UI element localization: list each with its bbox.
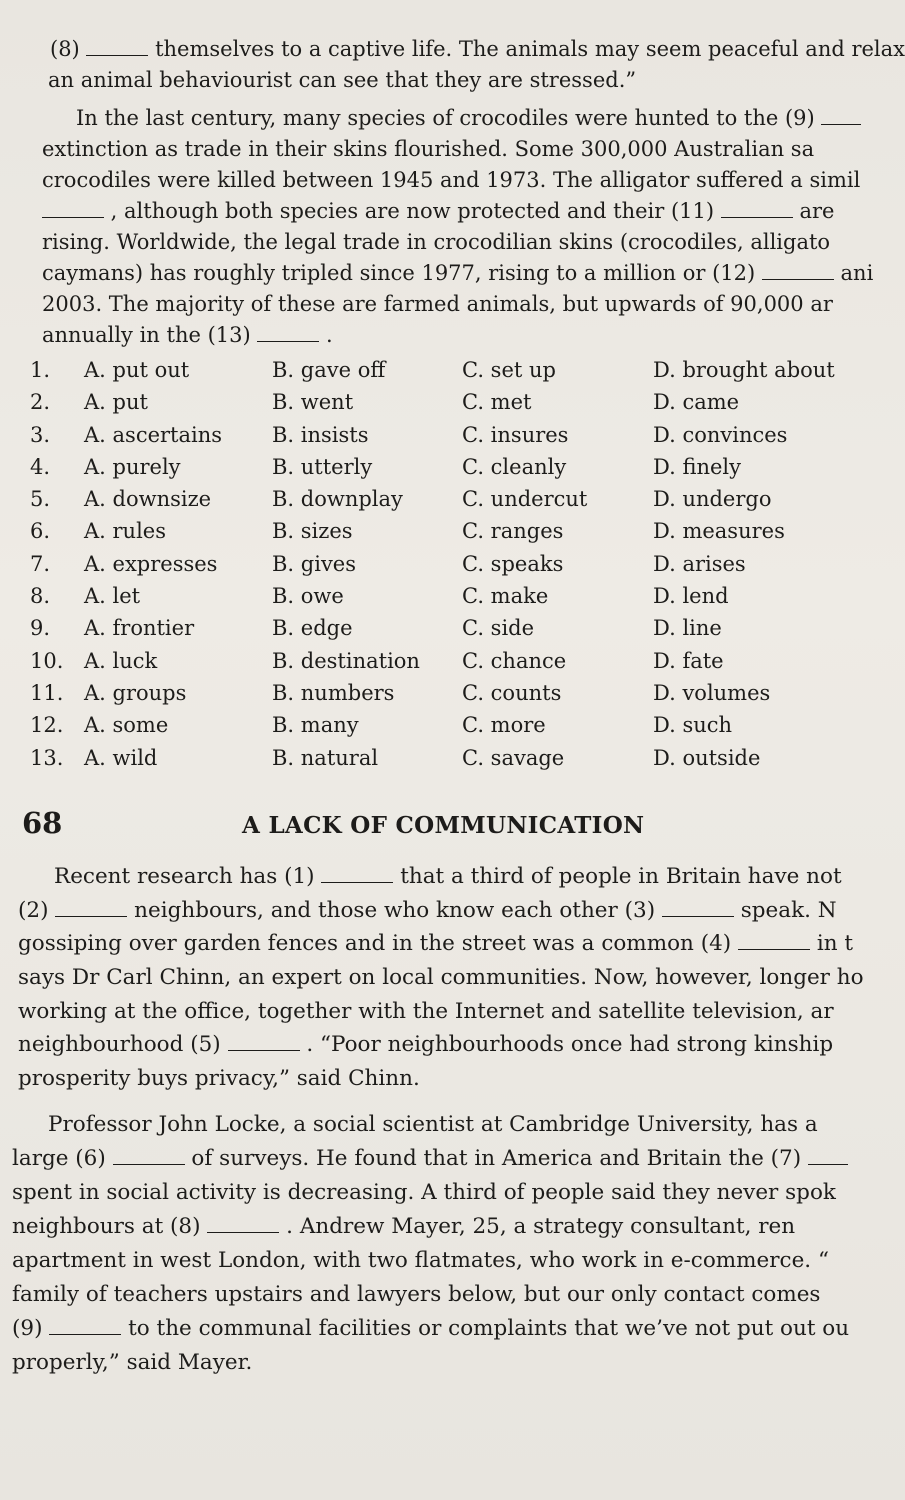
option-row xyxy=(0,487,860,519)
text-line: neighbourhood (5) . “Poor neighbourhoods once had strong kinship xyxy=(18,1032,834,1058)
text-line: gossiping over garden fences and in the street was a common (4) in t xyxy=(18,931,854,957)
option-a[interactable]: A. luck xyxy=(84,648,158,673)
option-b[interactable]: B. edge xyxy=(272,616,353,641)
text-line: caymans) has roughly tripled since 1977, rising to a million or (12) ani xyxy=(42,261,874,285)
answer-blank-2[interactable] xyxy=(55,898,127,917)
option-b[interactable]: B. sizes xyxy=(272,519,353,544)
option-c[interactable]: C. counts xyxy=(462,680,562,705)
question-number: 7. xyxy=(30,551,51,576)
section-number: 68 xyxy=(22,806,63,840)
option-b[interactable]: B. gives xyxy=(272,551,357,576)
passage-crocodiles xyxy=(0,103,874,351)
text-line: apartment in west London, with two flatmates, who work in e-commerce. “ xyxy=(12,1248,829,1273)
question-number: 5. xyxy=(30,487,51,512)
text-line: annually in the (13) . xyxy=(42,323,333,347)
answer-blank-7[interactable] xyxy=(808,1146,848,1165)
option-b[interactable]: B. downplay xyxy=(272,487,403,512)
option-d[interactable]: D. finely xyxy=(653,454,741,479)
option-c[interactable]: C. set up xyxy=(462,358,556,382)
option-row xyxy=(0,713,860,745)
text-line: crocodiles were killed between 1945 and 1973. The alligator suffered a simil xyxy=(42,168,861,192)
option-d[interactable]: D. arises xyxy=(653,551,746,576)
option-row xyxy=(0,746,860,778)
question-number: 2. xyxy=(30,390,51,415)
question-number: 4. xyxy=(30,454,51,479)
text-line: an animal behaviourist can see that they are stressed.” xyxy=(48,68,637,92)
option-d[interactable]: D. such xyxy=(653,713,733,738)
text-line: large (6) of surveys. He found that in America and Britain the (7) xyxy=(0,1142,860,1176)
answer-blank-13[interactable] xyxy=(257,323,319,342)
passage-continuation xyxy=(0,34,905,96)
option-b[interactable]: B. utterly xyxy=(272,454,373,479)
option-d[interactable]: D. convinces xyxy=(653,422,788,447)
answer-blank-10[interactable] xyxy=(42,199,104,218)
option-a[interactable]: A. purely xyxy=(84,454,181,479)
text-line: Professor John Locke, a social scientist at Cambridge University, has a xyxy=(48,1112,818,1137)
text-line: says Dr Carl Chinn, an expert on local communities. Now, however, longer ho xyxy=(18,965,864,991)
option-row xyxy=(0,455,860,487)
option-a[interactable]: A. some xyxy=(84,713,169,738)
option-b[interactable]: B. insists xyxy=(272,422,369,447)
option-b[interactable]: B. gave off xyxy=(272,358,386,382)
text-line: neighbours at (8) . Andrew Mayer, 25, a strategy consultant, ren xyxy=(12,1214,796,1239)
option-c[interactable]: C. savage xyxy=(462,745,565,770)
option-a[interactable]: A. groups xyxy=(84,680,187,705)
option-d[interactable]: D. fate xyxy=(653,648,724,673)
option-c[interactable]: C. side xyxy=(462,616,535,641)
option-b[interactable]: B. many xyxy=(272,713,359,738)
text-line: In the last century, many species of crocodiles were hunted to the (9) xyxy=(0,103,860,134)
option-a[interactable]: A. downsize xyxy=(84,487,212,512)
option-a[interactable]: A. let xyxy=(84,584,141,609)
option-c[interactable]: C. insures xyxy=(462,422,569,447)
option-row xyxy=(0,358,860,390)
option-c[interactable]: C. cleanly xyxy=(462,454,567,479)
option-b[interactable]: B. numbers xyxy=(272,680,395,705)
text-line: (2) neighbours, and those who know each other (3) speak. N xyxy=(18,897,837,923)
option-row xyxy=(0,423,860,455)
question-number: 6. xyxy=(30,519,51,544)
option-row xyxy=(0,649,860,681)
answer-options-list xyxy=(0,358,860,778)
text-line: 2003. The majority of these are farmed animals, but upwards of 90,000 ar xyxy=(42,292,833,316)
answer-blank-9[interactable] xyxy=(49,1316,121,1335)
answer-blank-3[interactable] xyxy=(662,898,734,917)
option-row xyxy=(0,552,860,584)
option-a[interactable]: A. frontier xyxy=(84,616,195,641)
option-row xyxy=(0,390,860,422)
option-d[interactable]: D. brought about xyxy=(653,358,835,382)
answer-blank-1[interactable] xyxy=(321,864,393,883)
option-c[interactable]: C. met xyxy=(462,390,532,415)
option-c[interactable]: C. ranges xyxy=(462,519,564,544)
passage-communication-1 xyxy=(0,860,864,1096)
option-a[interactable]: A. ascertains xyxy=(84,422,223,447)
option-b[interactable]: B. owe xyxy=(272,584,344,609)
section-title: A LACK OF COMMUNICATION xyxy=(242,812,645,839)
question-number: 11. xyxy=(30,680,64,705)
text-line: working at the office, together with the Internet and satellite television, ar xyxy=(18,998,834,1024)
option-a[interactable]: A. put out xyxy=(84,358,190,382)
answer-blank-9[interactable] xyxy=(821,106,861,125)
text-line: (8) themselves to a captive life. The animals may seem peaceful and relax xyxy=(50,37,905,61)
option-c[interactable]: C. make xyxy=(462,584,549,609)
question-number: 8. xyxy=(30,584,51,609)
text-line: (9) to the communal facilities or complaints that we’ve not put out ou xyxy=(12,1316,850,1341)
text-line: spent in social activity is decreasing. A third of people said they never spok xyxy=(12,1180,836,1205)
answer-blank-8[interactable] xyxy=(86,37,148,56)
answer-blank-11[interactable] xyxy=(721,199,793,218)
option-d[interactable]: D. undergo xyxy=(653,487,772,512)
option-d[interactable]: D. line xyxy=(653,616,722,641)
text-line: properly,” said Mayer. xyxy=(12,1350,253,1375)
text-line: family of teachers upstairs and lawyers below, but our only contact comes xyxy=(12,1282,821,1307)
option-c[interactable]: C. chance xyxy=(462,648,567,673)
option-a[interactable]: A. rules xyxy=(84,519,167,544)
question-number: 9. xyxy=(30,616,51,641)
option-c[interactable]: C. undercut xyxy=(462,487,588,512)
answer-blank-5[interactable] xyxy=(228,1032,300,1051)
option-d[interactable]: D. came xyxy=(653,390,740,415)
option-d[interactable]: D. volumes xyxy=(653,680,771,705)
text-line: prosperity buys privacy,” said Chinn. xyxy=(18,1066,420,1092)
answer-blank-4[interactable] xyxy=(738,931,810,950)
text-line: , although both species are now protected and their (11) are xyxy=(0,196,860,227)
option-d[interactable]: D. measures xyxy=(653,519,785,544)
option-row xyxy=(0,584,860,616)
option-d[interactable]: D. lend xyxy=(653,584,729,609)
question-number: 12. xyxy=(30,713,64,738)
question-number: 13. xyxy=(30,745,64,770)
option-row xyxy=(0,681,860,713)
question-number: 10. xyxy=(30,648,64,673)
question-number: 3. xyxy=(30,422,51,447)
question-number: 1. xyxy=(30,358,51,382)
text-line: rising. Worldwide, the legal trade in crocodilian skins (crocodiles, alligato xyxy=(42,230,831,254)
option-row xyxy=(0,519,860,551)
option-row xyxy=(0,616,860,648)
passage-communication-2 xyxy=(0,1108,860,1380)
option-a[interactable]: A. wild xyxy=(84,745,158,770)
answer-blank-6[interactable] xyxy=(113,1146,185,1165)
option-a[interactable]: A. expresses xyxy=(84,551,218,576)
option-a[interactable]: A. put xyxy=(84,390,148,415)
answer-blank-12[interactable] xyxy=(762,261,834,280)
option-b[interactable]: B. destination xyxy=(272,648,420,673)
text-line: Recent research has (1) that a third of people in Britain have not xyxy=(54,864,842,889)
option-b[interactable]: B. natural xyxy=(272,745,379,770)
text-line: extinction as trade in their skins flourished. Some 300,000 Australian sa xyxy=(42,137,815,161)
option-c[interactable]: C. speaks xyxy=(462,551,564,576)
option-c[interactable]: C. more xyxy=(462,713,546,738)
answer-blank-8[interactable] xyxy=(207,1214,279,1233)
option-d[interactable]: D. outside xyxy=(653,745,761,770)
option-b[interactable]: B. went xyxy=(272,390,354,415)
